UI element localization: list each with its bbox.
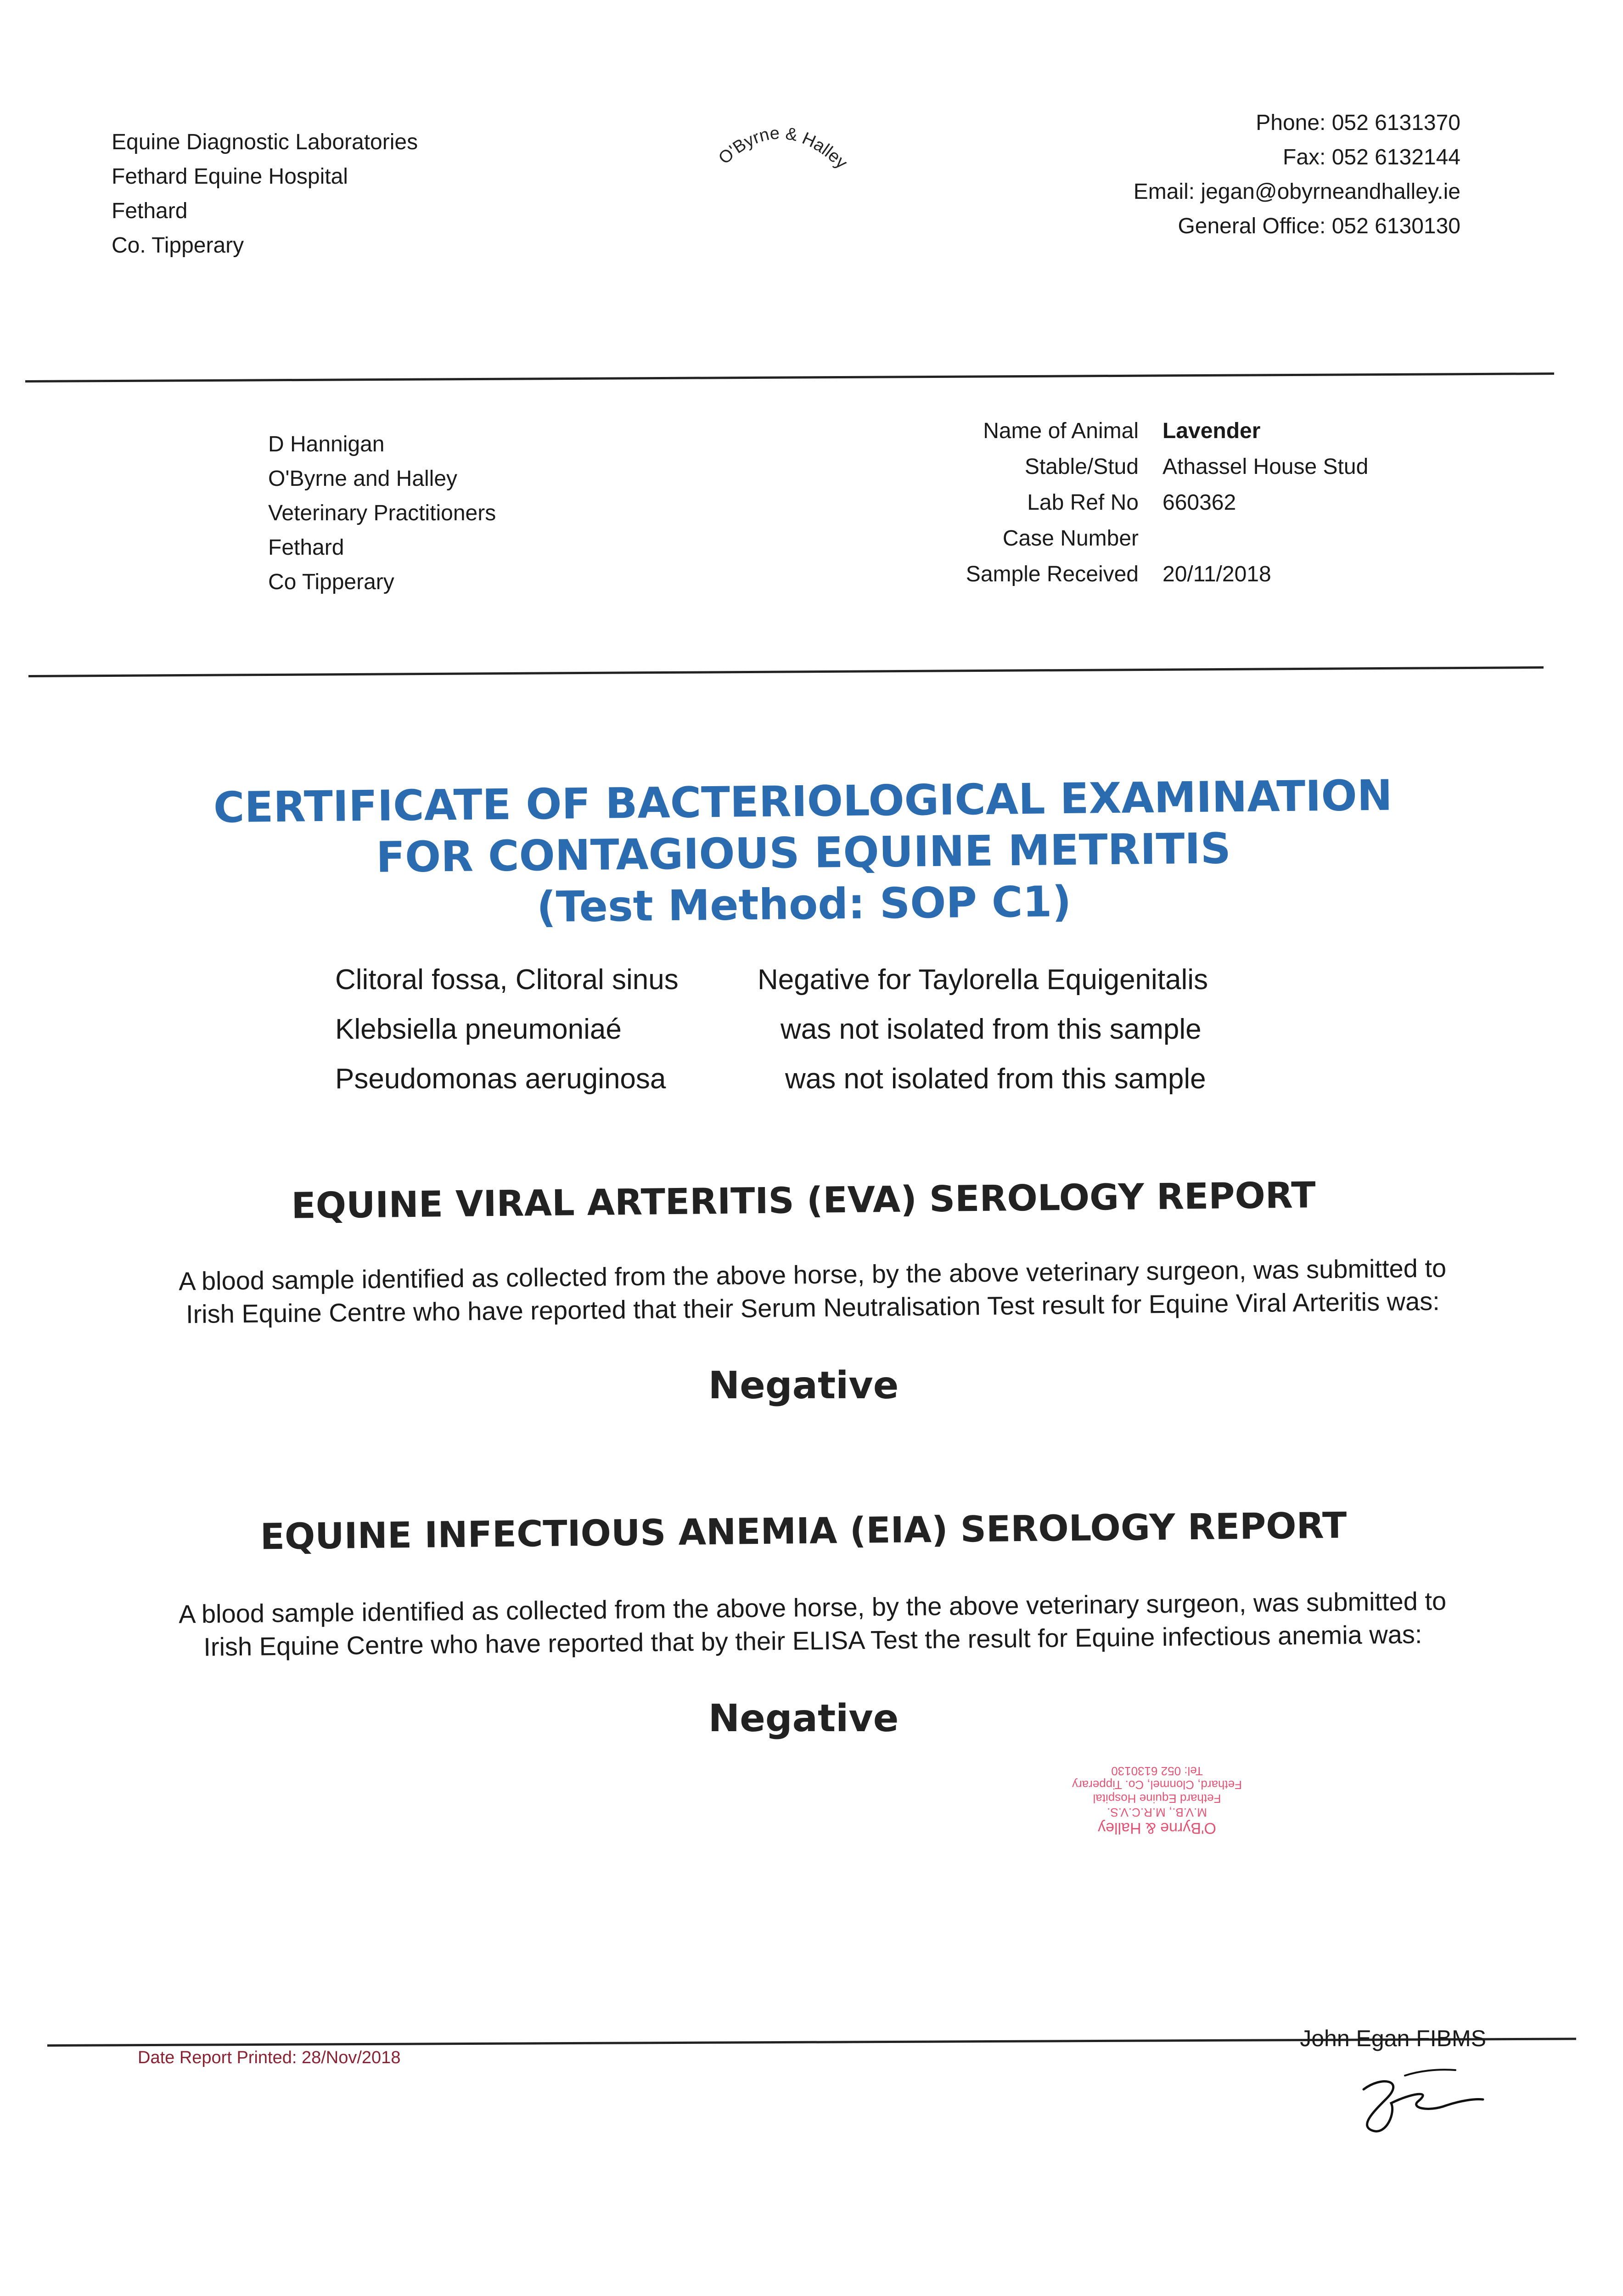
result-value: was not isolated from this sample bbox=[785, 1063, 1206, 1095]
header-divider bbox=[25, 372, 1554, 383]
logo-text: O'Byrne & Halley bbox=[715, 124, 851, 173]
field-value: Lavender bbox=[1162, 419, 1261, 443]
eia-heading: EQUINE INFECTIOUS ANEMIA (EIA) SEROLOGY REPORT bbox=[260, 1505, 1347, 1558]
info-divider bbox=[28, 666, 1544, 677]
title-line-1: CERTIFICATE OF BACTERIOLOGICAL EXAMINATION bbox=[213, 771, 1393, 833]
eva-line-2: Irish Equine Centre who have reported that their Serum Neutralisation Test result for Equine Viral Arteritis was: bbox=[185, 1286, 1440, 1329]
date-printed: Date Report Printed: 28/Nov/2018 bbox=[138, 2048, 401, 2067]
result-value: was not isolated from this sample bbox=[781, 1013, 1202, 1045]
result-row bbox=[335, 1005, 1208, 1054]
field-lab-ref bbox=[900, 485, 1484, 521]
signature bbox=[1354, 2062, 1492, 2140]
field-sample-received bbox=[900, 557, 1484, 592]
title-line-3: (Test Method: SOP C1) bbox=[536, 877, 1072, 932]
lab-town: Fethard bbox=[112, 199, 188, 223]
lab-address bbox=[112, 125, 418, 263]
eia-result: Negative bbox=[708, 1697, 899, 1740]
eia-line-2: Irish Equine Centre who have reported that by their ELISA Test the result for Equine infectious anemia was: bbox=[203, 1620, 1422, 1661]
animal-details bbox=[900, 413, 1484, 592]
stamp-line: O'Byrne & Halley bbox=[1098, 1819, 1216, 1837]
eva-heading: EQUINE VIRAL ARTERITIS (EVA) SEROLOGY REPORT bbox=[291, 1175, 1316, 1227]
title-line-2: FOR CONTAGIOUS EQUINE METRITIS bbox=[376, 824, 1231, 882]
stamp-line: Tel: 052 6130130 bbox=[1111, 1764, 1203, 1778]
recipient-town: Fethard bbox=[268, 535, 344, 560]
field-label: Name of Animal bbox=[983, 419, 1139, 443]
lab-hospital: Fethard Equine Hospital bbox=[112, 164, 348, 189]
recipient-name: D Hannigan bbox=[268, 432, 385, 456]
field-label: Stable/Stud bbox=[1024, 455, 1139, 479]
contact-office: General Office: 052 6130130 bbox=[1178, 214, 1460, 238]
contact-phone: Phone: 052 6131370 bbox=[1256, 111, 1460, 135]
result-value: Negative for Taylorella Equigenitalis bbox=[758, 964, 1208, 996]
result-row bbox=[335, 955, 1208, 1005]
recipient-role: Veterinary Practitioners bbox=[268, 501, 496, 525]
field-animal-name bbox=[900, 413, 1484, 449]
result-row bbox=[335, 1054, 1208, 1104]
signer-name: John Egan FIBMS bbox=[1300, 2026, 1486, 2051]
eva-result: Negative bbox=[708, 1364, 899, 1407]
stamp-line: M.V.B., M.R.C.V.S. bbox=[1107, 1806, 1207, 1819]
recipient-practice: O'Byrne and Halley bbox=[268, 467, 458, 491]
svg-text:O'Byrne & Halley bbox=[715, 124, 851, 173]
eia-line-1: A blood sample identified as collected from the above horse, by the above veterinary surgeon, was submitted to bbox=[178, 1586, 1447, 1629]
contact-fax: Fax: 052 6132144 bbox=[1283, 145, 1460, 169]
lab-county: Co. Tipperary bbox=[112, 233, 244, 258]
result-sample: Klebsiella pneumoniaé bbox=[335, 1013, 622, 1045]
field-value bbox=[1162, 521, 1484, 557]
recipient-address bbox=[268, 427, 496, 599]
contact-info bbox=[1134, 106, 1460, 243]
recipient-county: Co Tipperary bbox=[268, 570, 394, 594]
field-label: Sample Received bbox=[966, 562, 1139, 586]
lab-name: Equine Diagnostic Laboratories bbox=[112, 130, 418, 154]
field-label: Lab Ref No bbox=[1027, 490, 1139, 515]
field-value: 660362 bbox=[1162, 490, 1236, 515]
practice-stamp bbox=[1070, 1754, 1244, 1837]
field-stable bbox=[900, 449, 1484, 485]
result-sample: Clitoral fossa, Clitoral sinus bbox=[335, 964, 679, 996]
eva-line-1: A blood sample identified as collected from the above horse, by the above veterinary surgeon, was submitted to bbox=[178, 1253, 1447, 1296]
field-value: Athassel House Stud bbox=[1162, 455, 1369, 479]
stamp-line: Fethard, Clonmel, Co. Tipperary bbox=[1072, 1778, 1242, 1792]
stamp-line: Fethard Equine Hospital bbox=[1093, 1792, 1221, 1806]
contact-email: Email: jegan@obyrneandhalley.ie bbox=[1133, 180, 1460, 204]
eia-paragraph bbox=[91, 1584, 1533, 1665]
field-label: Case Number bbox=[1002, 526, 1139, 551]
company-logo bbox=[702, 110, 868, 188]
eva-paragraph bbox=[91, 1251, 1533, 1332]
certificate-title bbox=[137, 769, 1470, 937]
cem-results bbox=[335, 955, 1208, 1104]
field-case-number bbox=[900, 521, 1484, 557]
field-value: 20/11/2018 bbox=[1162, 562, 1271, 586]
result-sample: Pseudomonas aeruginosa bbox=[335, 1063, 666, 1095]
